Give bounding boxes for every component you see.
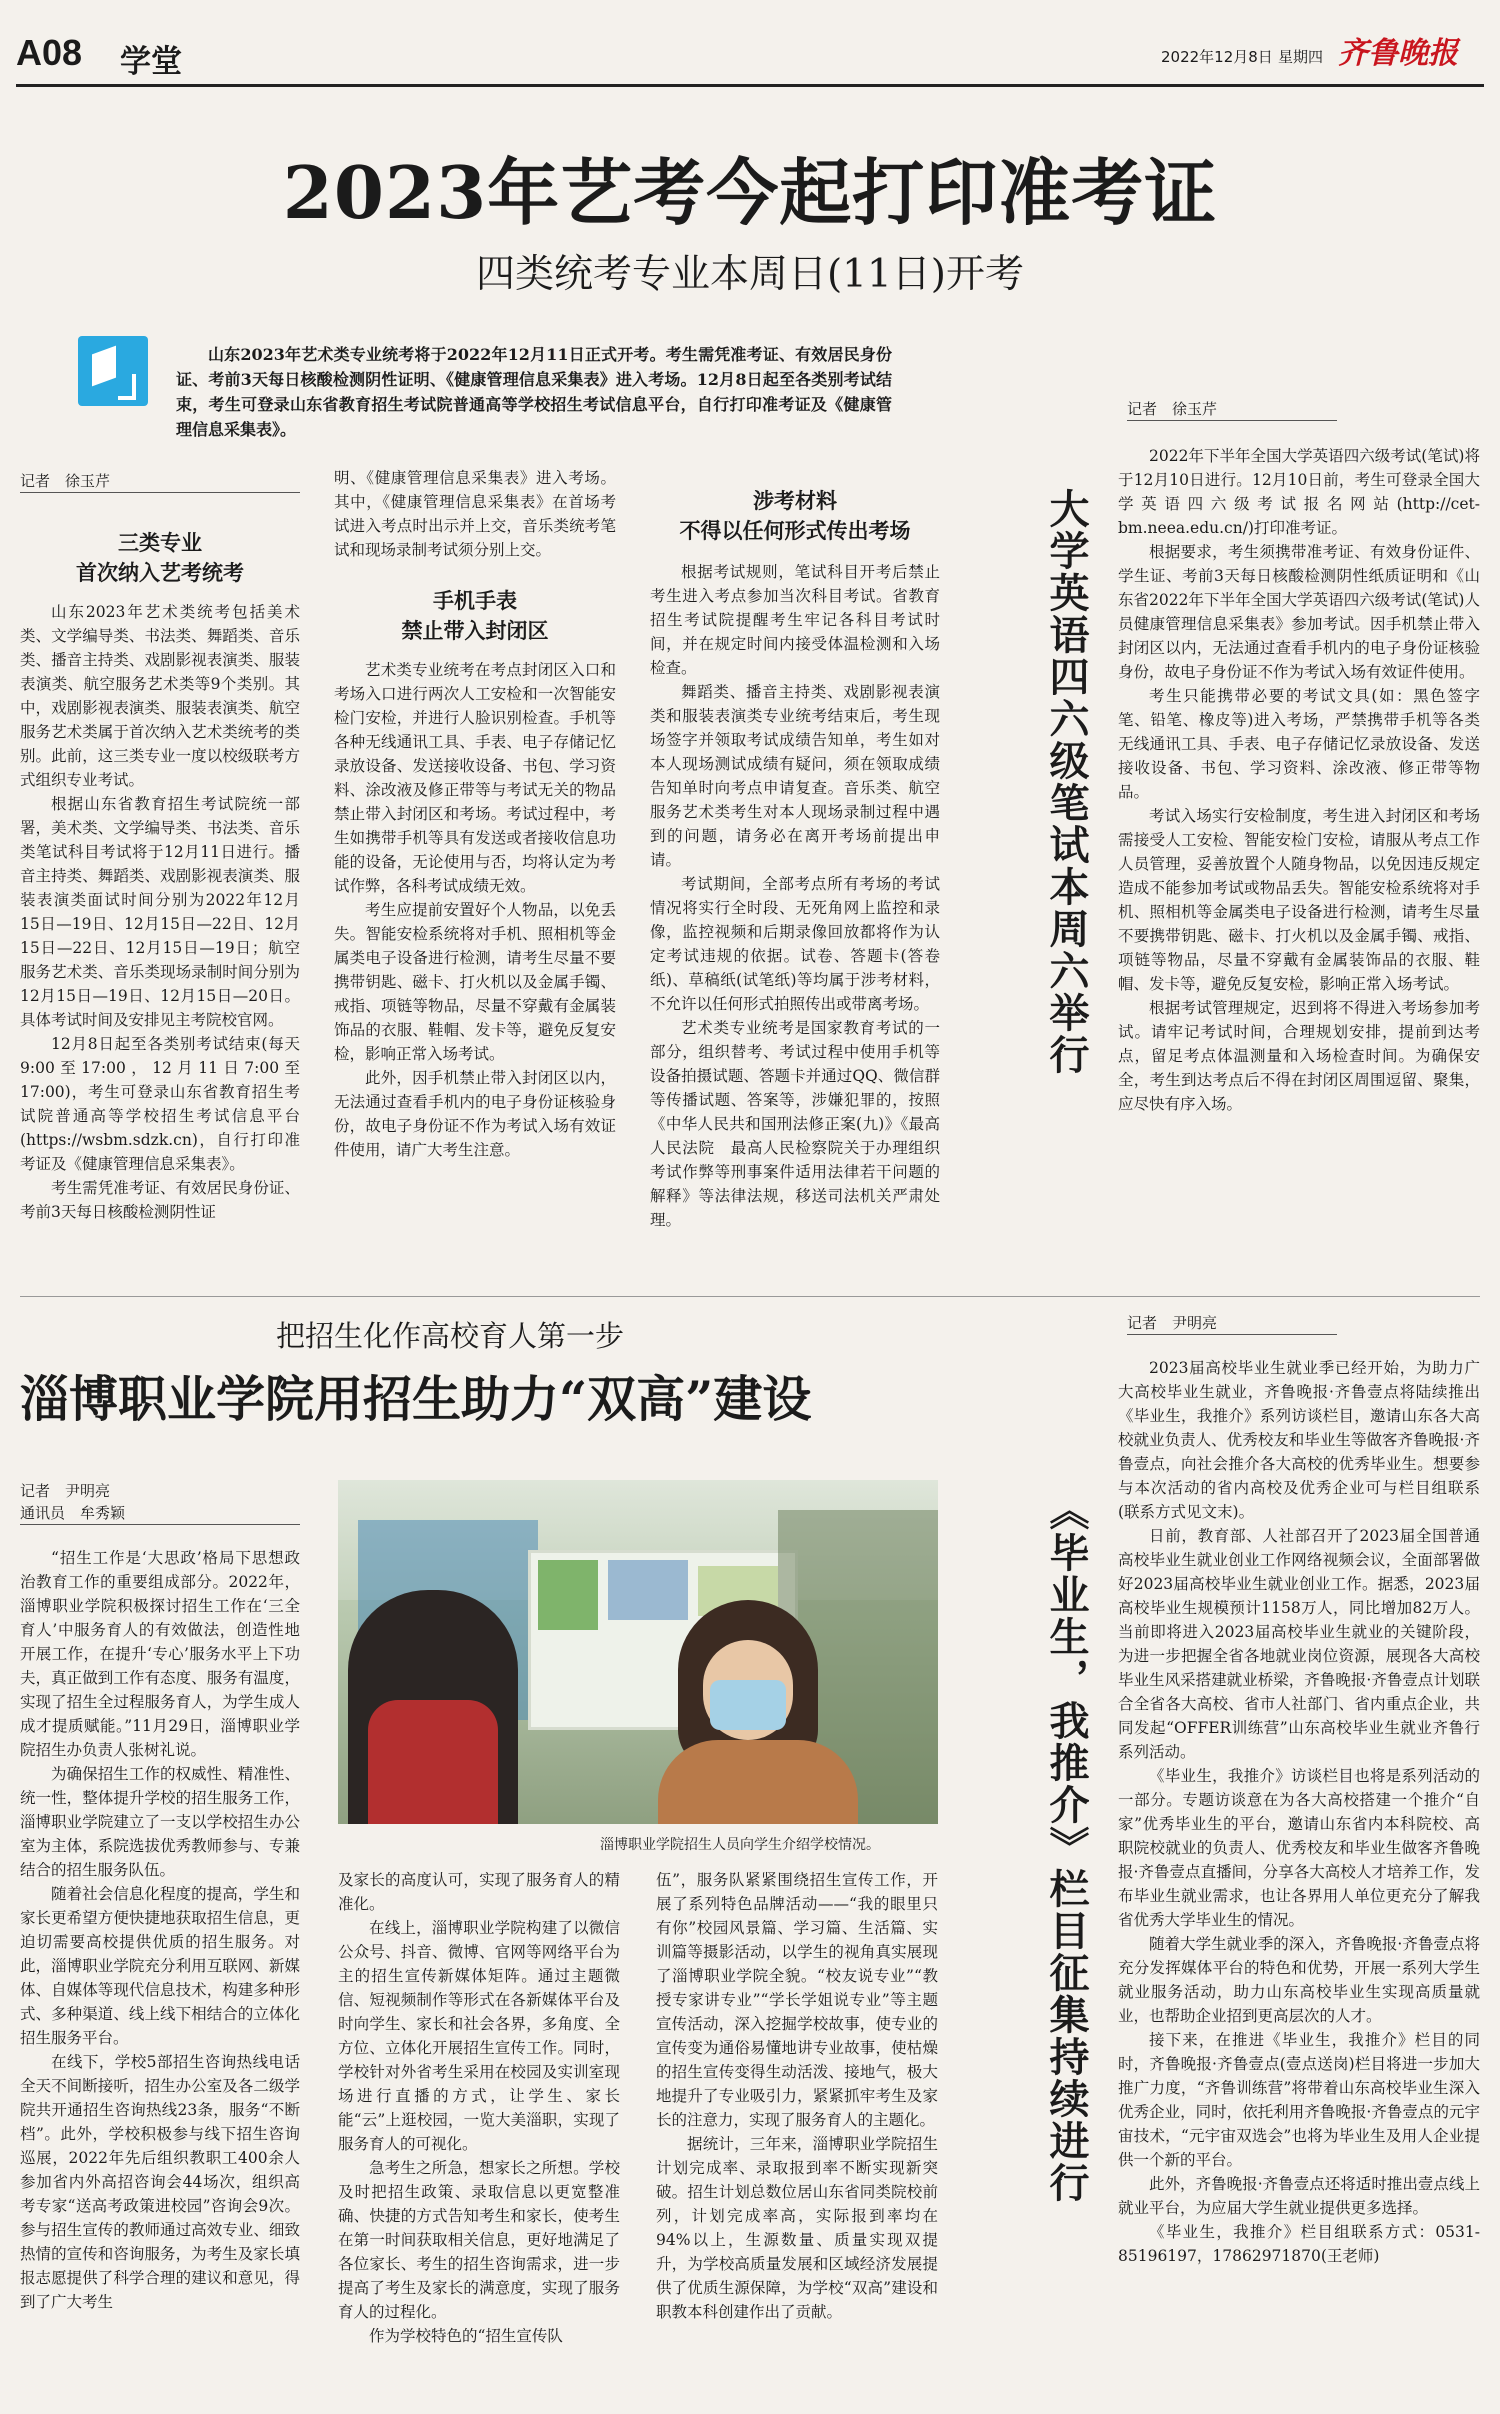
graduate-paragraph: 日前，教育部、人社部召开了2023届全国普通高校毕业生就业创业工作网络视频会议，全面部署做好2023届高校毕业生就业创业工作。据悉，2023届高校毕业生规模预计1158万人，同比增加82万人。当前即将进入2023届高校毕业生就业的关键阶段，为进一步把握全省各地就业岗位资源，展现各大高校毕业生风采搭建就业桥梁，齐鲁晚报·齐鲁壹点计划联合全省各大高校、省市人社部门、省内重点企业，共同发起“OFFER训练营”山东高校毕业生就业齐鲁行系列活动。 — [1118, 1527, 1480, 1761]
byline-art-exam: 记者 徐玉芹 — [20, 470, 300, 493]
byline-cet-text: 记者 徐玉芹 — [1127, 398, 1337, 421]
zibo-col2-paragraph: 在线上，淄博职业学院构建了以微信公众号、抖音、微博、官网等网络平台为主的招生宣传新媒体矩阵。通过主题微信、短视频制作等形式在各新媒体平台及时向学生、家长和社会各界，多角度、全方位、立体化开展招生宣传工作。同时，学校针对外省考生采用在校园及实训室现场进行直播的方式，让学生、家长能“云”上逛校园，一览大美淄职，实现了服务育人的可视化。 — [338, 1919, 620, 2153]
art-exam-col-3 — [650, 486, 940, 1232]
cet-paragraph: 2022年下半年全国大学英语四六级考试(笔试)将于12月10日进行。12月10日前，考生可登录全国大学英语四六级考试报名网站(http://cet-bm.neea.edu.cn/)打印准考证。 — [1118, 447, 1480, 537]
col3-subhead-line2: 不得以任何形式传出考场 — [679, 518, 911, 543]
zibo-col3-paragraph: 伍”，服务队紧紧围绕招生宣传工作，开展了系列特色品牌活动——“我的眼里只有你”校园风景篇、学习篇、生活篇、实训篇等摄影活动，以学生的视角真实展现了淄博职业学院全貌。“校友说专业”“教授专家讲专业”“学长学姐说专业”等主题宣传活动，深入挖掘学校故事，使专业的宣传变为通俗易懂地讲专业故事，使枯燥的招生宣传变得生动活泼、接地气，极大地提升了专业吸引力，紧紧抓牢考生及家长的注意力，实现了服务育人的主题化。 — [656, 1871, 938, 2129]
graduate-paragraph: 随着大学生就业季的深入，齐鲁晚报·齐鲁壹点将充分发挥媒体平台的特色和优势，开展一系列大学生就业服务活动，助力山东高校毕业生实现高质量就业，也帮助企业招到更高层次的人才。 — [1118, 1935, 1480, 2025]
zibo-col2-paragraph: 急考生之所急，想家长之所想。学校及时把招生政策、录取信息以更宽整准确、快捷的方式告知考生和家长，使考生在第一时间获取相关信息，更好地满足了各位家长、考生的招生咨询需求，进一步提高了考生及家长的满意度，实现了服务育人的过程化。 — [338, 2159, 620, 2321]
zibo-col1-paragraph: “招生工作是‘大思政’格局下思想政治教育工作的重要组成部分。2022年，淄博职业学院积极探讨招生工作在‘三全育人’中服务育人的有效做法，创造性地开展工作，在提升‘专心’服务水平上下功夫，真正做到工作有态度、服务有温度，实现了招生全过程服务育人，为学生成人成才提质赋能。”11月29日，淄博职业学院招生办负责人张树礼说。 — [20, 1549, 300, 1759]
graduate-paragraph: 2023届高校毕业生就业季已经开始，为助力广大高校毕业生就业，齐鲁晚报·齐鲁壹点将陆续推出《毕业生，我推介》系列访谈栏目，邀请山东各大高校就业负责人、优秀校友和毕业生等做客齐鲁晚报·齐鲁壹点，向社会推介各大高校的优秀毕业生。想要参与本次活动的省内高校及优秀企业可与栏目组联系(联系方式见文末)。 — [1118, 1359, 1480, 1521]
zibo-col-3 — [656, 1868, 938, 2324]
newspaper-logo: 齐鲁晚报 — [1338, 36, 1458, 71]
headline-zibo: 淄博职业学院用招生助力“双高”建设 — [20, 1370, 812, 1428]
headline-graduate: 《毕业生，我推介》栏目征集持续进行 — [1043, 1490, 1090, 2204]
col3-paragraph: 舞蹈类、播音主持类、戏剧影视表演类和服装表演类专业统考结束后，考生现场签字并领取考试成绩告知单，考生如对本人现场测试成绩有疑问，须在领取成绩告知单时向考点申请复查。音乐类、航空服务艺术类考生对本人现场录制过程中遇到的问题，请务必在离开考场前提出申请。 — [650, 683, 940, 869]
col2-subhead-line2: 禁止带入封闭区 — [401, 618, 549, 643]
issue-date: 2022年12月8日 — [1161, 48, 1273, 66]
header-rule — [16, 84, 1484, 87]
col3-paragraph: 根据考试规则，笔试科目开考后禁止考生进入考点参加当次科目考试。省教育招生考试院提醒考生牢记各科目考试时间，并在规定时间内接受体温检测和入场检查。 — [650, 563, 940, 677]
col1-paragraph: 12月8日起至各类别考试结束(每天9:00至17:00，12月11日7:00至17:00)，考生可登录山东省教育招生考试院普通高等学校招生考试信息平台(https://wsbm.sdzk.cn)，自行打印准考证及《健康管理信息采集表》。 — [20, 1035, 300, 1173]
quote-icon — [78, 336, 148, 406]
byline-correspondent: 通讯员 牟秀颖 — [20, 1502, 300, 1525]
col2-paragraph: 明、《健康管理信息采集表》进入考场。其中，《健康管理信息采集表》在首场考试进入考点时出示并上交，音乐类统考笔试和现场录制考试须分别上交。 — [334, 469, 616, 559]
col3-paragraph: 艺术类专业统考是国家教育考试的一部分，组织替考、考试过程中使用手机等设备拍摄试题、答题卡并通过QQ、微信群等传播试题、答案等，涉嫌犯罪的，按照《中华人民共和国刑法修正案(九)》《最高人民法院 最高人民检察院关于办理组织考试作弊等刑事案件适用法律若干问题的解释》等法律法规，移送司法机关严肃处理。 — [650, 1019, 940, 1229]
graduate-paragraph: 接下来，在推进《毕业生，我推介》栏目的同时，齐鲁晚报·齐鲁壹点(壹点送岗)栏目将进一步加大推广力度，“齐鲁训练营”将带着山东高校毕业生深入优秀企业，同时，依托利用齐鲁晚报·齐鲁壹点的元宇宙技术，“元宇宙双选会”也将为毕业生及用人企业提供一个新的平台。 — [1118, 2031, 1480, 2169]
subhead-art-exam: 四类统考专业本周日(11日)开考 — [475, 252, 1025, 297]
kicker-zibo: 把招生化作高校育人第一步 — [276, 1319, 625, 1353]
col1-subhead-line1: 三类专业 — [118, 530, 202, 555]
news-photo — [338, 1480, 938, 1824]
cet-paragraph: 根据考试管理规定，迟到将不得进入考场参加考试。请牢记考试时间，合理规划安排，提前到达考点，留足考点体温测量和入场检查时间。为确保安全，考生到达考点后不得在封闭区周围逗留、聚集，应尽快有序入场。 — [1118, 999, 1480, 1113]
col1-paragraph: 考生需凭准考证、有效居民身份证、考前3天每日核酸检测阴性证 — [20, 1179, 300, 1221]
byline-graduate — [1127, 1312, 1337, 1335]
byline-cet — [1127, 398, 1337, 421]
photo-caption: 淄博职业学院招生人员向学生介绍学校情况。 — [600, 1837, 880, 1853]
col1-subhead-line2: 首次纳入艺考统考 — [76, 560, 244, 585]
graduate-body — [1118, 1356, 1480, 2268]
cet-paragraph: 考生只能携带必要的考试文具(如：黑色签字笔、铅笔、橡皮等)进入考场，严禁携带手机等各类无线通讯工具、手表、电子存储记忆录放设备、发送接收设备、书包、学习资料、涂改液、修正带等物品。 — [1118, 687, 1480, 801]
zibo-col1-paragraph: 为确保招生工作的权威性、精准性、统一性，整体提升学校的招生服务工作，淄博职业学院建立了一支以学校招生办公室为主体，系院选拔优秀教师参与、专兼结合的招生服务队伍。 — [20, 1765, 300, 1879]
col2-subhead-line1: 手机手表 — [433, 588, 517, 613]
page-header — [16, 26, 1484, 80]
art-exam-col-2 — [334, 466, 616, 1162]
col1-paragraph: 山东2023年艺术类统考包括美术类、文学编导类、书法类、舞蹈类、音乐类、播音主持类、戏剧影视表演类、服装表演类、航空服务艺术类等9个类别。其中，戏剧影视表演类、服装表演类、航空服务艺术类属于首次纳入艺术类统考的类别。此前，这三类专业一度以校级联考方式组织专业考试。 — [20, 603, 300, 789]
col2-paragraph: 艺术类专业统考在考点封闭区入口和考场入口进行两次人工安检和一次智能安检门安检，并进行人脸识别检查。手机等各种无线通讯工具、手表、电子存储记忆录放设备、发送接收设备、书包、学习资料、涂改液及修正带等与考试无关的物品禁止带入封闭区和考场。考试过程中，考生如携带手机等具有发送或者接收信息功能的设备，无论使用与否，均将认定为考试作弊，各科考试成绩无效。 — [334, 661, 616, 895]
col3-paragraph: 考试期间，全部考点所有考场的考试情况将实行全时段、无死角网上监控和录像，监控视频和后期录像回放都将作为认定考试违规的依据。试卷、答题卡(答卷纸)、草稿纸(试笔纸)等均属于涉考材料，不允许以任何形式拍照传出或带离考场。 — [650, 875, 940, 1013]
headline-cet: 大学英语四六级笔试本周六举行 — [1043, 488, 1090, 1076]
byline-zibo — [20, 1480, 300, 1525]
zibo-col2-paragraph: 及家长的高度认可，实现了服务育人的精准化。 — [338, 1871, 620, 1913]
issue-weekday: 星期四 — [1278, 48, 1324, 66]
zibo-col3-paragraph: 据统计，三年来，淄博职业学院招生计划完成率、录取报到率不断实现新突破。招生计划总数位居山东省同类院校前列，计划完成率高，实际报到率均在94%以上，生源数量、质量实现双提升，为学校高质量发展和区域经济发展提供了优质生源保障，为学校“双高”建设和职教本科创建作出了贡献。 — [656, 2135, 938, 2321]
zibo-col-1 — [20, 1546, 300, 2314]
headline-art-exam: 2023年艺考今起打印准考证 — [282, 150, 1218, 235]
zibo-col1-paragraph: 随着社会信息化程度的提高，学生和家长更希望方便快捷地获取招生信息，更迫切需要高校提供优质的招生服务。对此，淄博职业学院充分利用互联网、新媒体、自媒体等现代信息技术，构建多种形式、多种渠道、线上线下相结合的立体化招生服务平台。 — [20, 1885, 300, 2047]
page-number: A08 — [16, 32, 83, 73]
zibo-col2-paragraph: 作为学校特色的“招生宣传队 — [369, 2327, 563, 2345]
section-name: 学堂 — [120, 44, 182, 80]
graduate-paragraph: 《毕业生，我推介》栏目组联系方式：0531-85196197，17862971870(王老师) — [1118, 2223, 1480, 2265]
graduate-paragraph: 《毕业生，我推介》访谈栏目也将是系列活动的一部分。专题访谈意在为各大高校搭建一个推介“自家”优秀毕业生的平台，邀请山东省内本科院校、高职院校就业的负责人、优秀校友和毕业生做客齐鲁晚报·齐鲁壹点直播间，分享各大高校人才培养工作，发布毕业生就业需求，也让各界用人单位更充分了解我省优秀大学毕业生的情况。 — [1118, 1767, 1480, 1929]
cet-body — [1118, 444, 1480, 1116]
art-exam-col-1 — [20, 528, 300, 1224]
col2-paragraph: 考生应提前安置好个人物品，以免丢失。智能安检系统将对手机、照相机等金属类电子设备进行检测，请考生尽量不要携带钥匙、磁卡、打火机以及金属手镯、戒指、项链等物品，尽量不穿戴有金属装饰品的衣服、鞋帽、发卡等，避免反复安检，影响正常入场考试。 — [334, 901, 616, 1063]
byline-reporter: 记者 尹明亮 — [20, 1482, 111, 1500]
col3-subhead-line1: 涉考材料 — [753, 488, 837, 513]
cet-paragraph: 根据要求，考生须携带准考证、有效身份证件、学生证、考前3天每日核酸检测阴性纸质证明和《山东省2022年下半年全国大学英语四六级考试(笔试)人员健康管理信息采集表》参加考试。因手机禁止带入封闭区以内，无法通过查看手机内的电子身份证核验身份，故电子身份证不作为考试入场有效证件使用。 — [1118, 543, 1480, 681]
byline-graduate-text: 记者 尹明亮 — [1127, 1312, 1337, 1335]
cet-paragraph: 考试入场实行安检制度，考生进入封闭区和考场需接受人工安检、智能安检门安检，请服从考点工作人员管理，妥善放置个人随身物品，以免因违反规定造成不能参加考试或物品丢失。智能安检系统将对手机、照相机等金属类电子设备进行检测，请考生尽量不要携带钥匙、磁卡、打火机以及金属手镯、戒指、项链等物品，尽量不穿戴有金属装饰品的衣服、鞋帽、发卡等，避免反复安检，影响正常入场考试。 — [1118, 807, 1480, 993]
col2-paragraph: 此外，因手机禁止带入封闭区以内，无法通过查看手机内的电子身份证核验身份，故电子身份证不作为考试入场有效证件使用，请广大考生注意。 — [334, 1069, 616, 1159]
col1-paragraph: 根据山东省教育招生考试院统一部署，美术类、文学编导类、书法类、音乐类笔试科目考试将于12月11日进行。播音主持类、舞蹈类、戏剧影视表演类、服装表演类面试时间分别为2022年12月15日—19日、12月15日—22日、12月15日—22日、12月15日—19日；航空服务艺术类、音乐类现场录制时间分别为12月15日—19日、12月15日—20日。具体考试时间及安排见主考院校官网。 — [20, 795, 300, 1029]
graduate-paragraph: 此外，齐鲁晚报·齐鲁壹点还将适时推出壹点线上就业平台，为应届大学生就业提供更多选择。 — [1118, 2175, 1480, 2217]
lead-paragraph: 山东2023年艺术类专业统考将于2022年12月11日正式开考。考生需凭准考证、有效居民身份证、考前3天每日核酸检测阴性证明、《健康管理信息采集表》进入考场。12月8日起至各类别考试结束，考生可登录山东省教育招生考试院普通高等学校招生考试信息平台，自行打印准考证及《健康管理信息采集表》。 — [176, 345, 892, 439]
section-divider — [20, 1296, 1480, 1297]
zibo-col1-paragraph: 在线下，学校5部招生咨询热线电话全天不间断接听，招生办公室及各二级学院共开通招生咨询热线23条，服务“不断档”。此外，学校积极参与线下招生咨询巡展，2022年先后组织教职工400余人参加省内外高招咨询会44场次，组织高考专家“送高考政策进校园”咨询会9次。参与招生宣传的教师通过高效专业、细致热情的宣传和咨询服务，为考生及家长填报志愿提供了科学合理的建议和意见，得到了广大考生 — [20, 2053, 300, 2311]
zibo-col-2 — [338, 1868, 620, 2348]
